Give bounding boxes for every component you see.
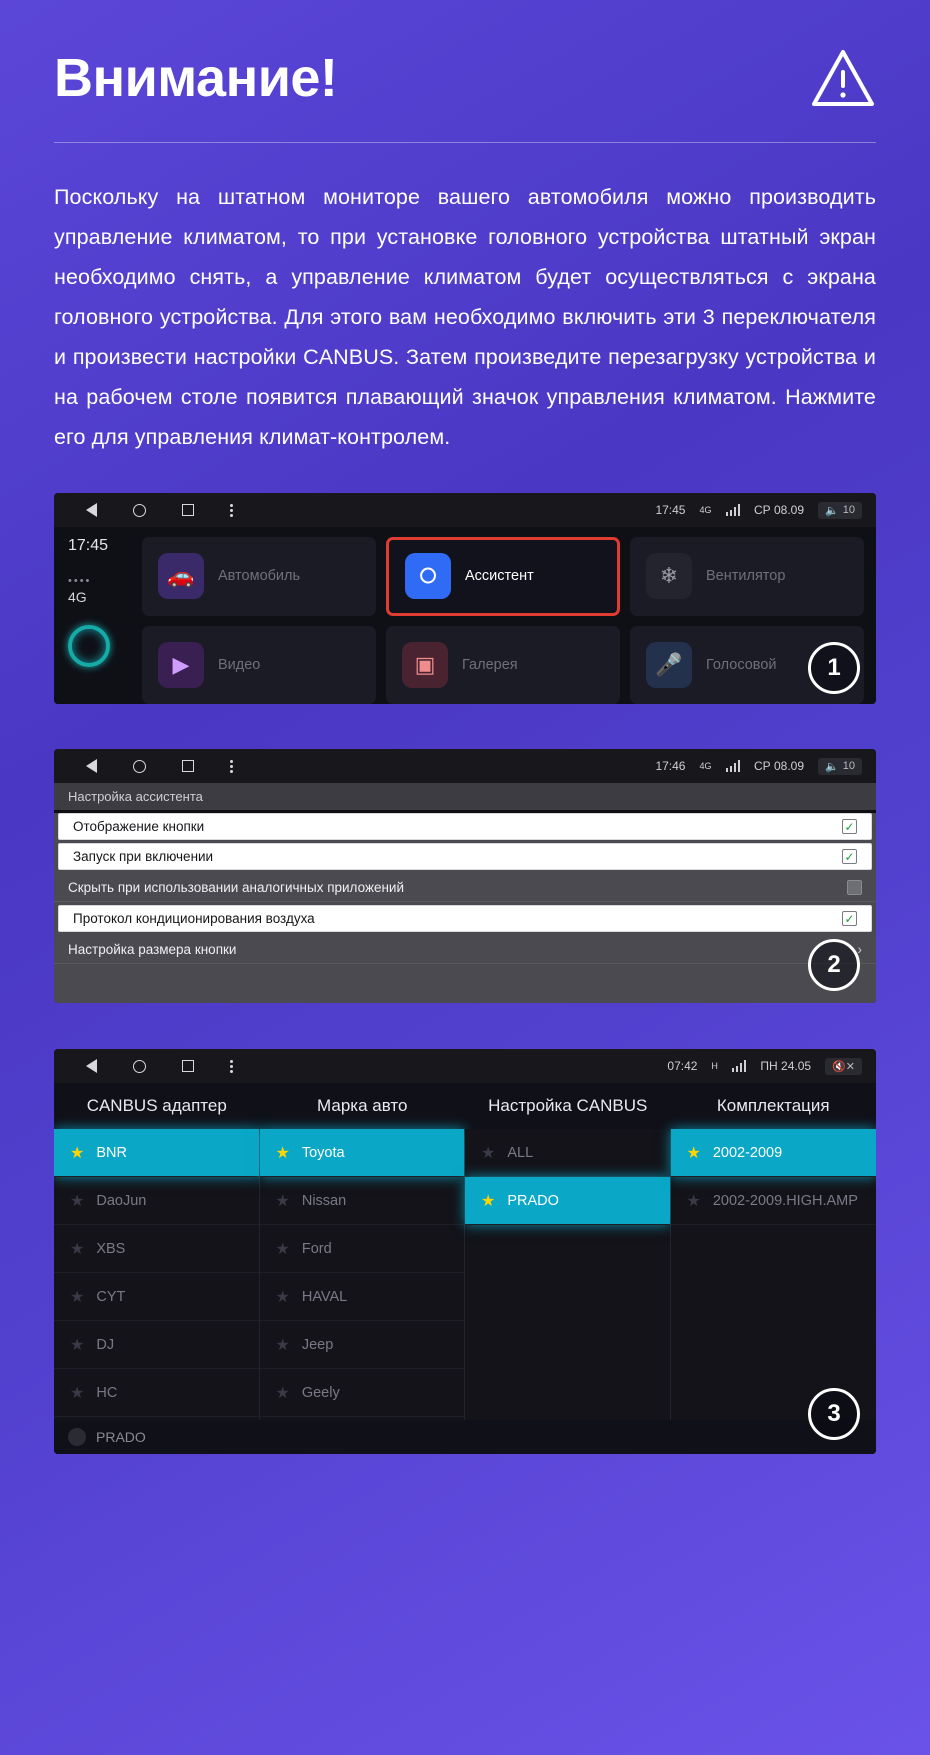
back-icon[interactable] xyxy=(86,1059,97,1073)
nav-buttons-3[interactable] xyxy=(86,1059,233,1073)
column-adapter xyxy=(54,1129,260,1454)
column-header-canbus: Настройка CANBUS xyxy=(488,1096,648,1115)
volume-chip-2[interactable] xyxy=(818,758,862,775)
star-icon: ★ xyxy=(70,1192,85,1210)
back-icon[interactable] xyxy=(86,759,97,773)
list-item-label: HC xyxy=(96,1384,118,1401)
gallery-icon: ▣ xyxy=(402,642,448,688)
signal-icon-1 xyxy=(726,504,741,516)
list-item[interactable] xyxy=(465,1129,670,1177)
setting-label: Скрыть при использовании аналогичных приложений xyxy=(68,879,405,895)
launcher-time: 17:45 xyxy=(68,537,109,554)
status-bar-2 xyxy=(54,749,876,783)
list-item-label: Ford xyxy=(301,1240,332,1257)
step-badge-3: 3 xyxy=(808,1388,860,1440)
screenshot-step-3 xyxy=(54,1049,876,1454)
canbus-column-headers xyxy=(54,1083,876,1129)
list-item[interactable] xyxy=(54,1177,259,1225)
step-badge-2: 2 xyxy=(808,939,860,991)
star-icon: ★ xyxy=(481,1192,496,1210)
column-canbus xyxy=(465,1129,671,1454)
status-network-2: 4G xyxy=(699,761,712,771)
list-item[interactable] xyxy=(671,1177,877,1225)
tile-car[interactable] xyxy=(142,537,376,616)
status-date-1: СР 08.09 xyxy=(754,503,805,517)
list-item[interactable] xyxy=(260,1225,465,1273)
list-item[interactable] xyxy=(54,1369,259,1417)
speaker-icon-2: 🔈 xyxy=(825,760,839,773)
list-item-label: CYT xyxy=(96,1288,126,1305)
recents-icon[interactable] xyxy=(182,1060,194,1072)
page-title: Внимание! xyxy=(54,48,338,109)
assistant-ring-icon[interactable] xyxy=(68,625,110,667)
more-icon[interactable] xyxy=(230,504,233,517)
list-item[interactable] xyxy=(54,1225,259,1273)
status-date-2: СР 08.09 xyxy=(754,759,805,773)
star-icon: ★ xyxy=(70,1144,85,1162)
canbus-footer-label: PRADO xyxy=(96,1429,146,1445)
star-icon: ★ xyxy=(481,1144,496,1162)
list-item[interactable] xyxy=(260,1129,465,1177)
volume-value-2: 10 xyxy=(842,760,855,772)
setting-label: Протокол кондиционирования воздуха xyxy=(73,911,315,926)
more-icon[interactable] xyxy=(230,760,233,773)
volume-chip-3[interactable] xyxy=(825,1058,862,1075)
setting-label: Отображение кнопки xyxy=(73,819,205,834)
volume-chip-1[interactable] xyxy=(818,502,862,519)
launcher-sidebar xyxy=(54,527,142,704)
home-icon[interactable] xyxy=(133,1060,146,1073)
launcher-1 xyxy=(54,527,876,704)
star-icon: ★ xyxy=(686,1144,701,1162)
list-item-label: ALL xyxy=(507,1144,534,1161)
checkbox-checked-icon[interactable]: ✓ xyxy=(842,849,857,864)
recents-icon[interactable] xyxy=(182,760,194,772)
list-item[interactable] xyxy=(671,1129,877,1177)
column-header-brand: Марка авто xyxy=(317,1096,408,1115)
list-item-label: BNR xyxy=(96,1144,127,1161)
star-icon: ★ xyxy=(275,1144,290,1162)
checkbox-checked-icon[interactable]: ✓ xyxy=(842,819,857,834)
instruction-paragraph: Поскольку на штатном мониторе вашего автомобиля можно производить управление климатом, то при установке головного устройства штатный экран необходимо снять, а управление климатом будет осуществляться с экрана головного устройства. Для этого вам необходимо включить эти 3 переключателя и произвести настройки CANBUS. Затем произведите перезагрузку устройства и на рабочем столе появится плавающий значок управления климатом. Нажмите его для управления климат-контролем. xyxy=(54,185,876,449)
column-header-adapter: CANBUS адаптер xyxy=(86,1096,227,1115)
status-bar-1 xyxy=(54,493,876,527)
star-icon: ★ xyxy=(686,1192,701,1210)
status-right-1 xyxy=(655,502,862,519)
tile-video[interactable] xyxy=(142,626,376,705)
star-icon: ★ xyxy=(70,1288,85,1306)
status-time-2: 17:46 xyxy=(655,759,686,773)
list-item-label: 2002-2009.HIGH.AMP xyxy=(712,1192,858,1209)
list-item-label: DJ xyxy=(96,1336,115,1353)
star-icon: ★ xyxy=(275,1240,290,1258)
home-icon[interactable] xyxy=(133,760,146,773)
list-item[interactable] xyxy=(54,1129,259,1177)
column-header-trim: Комплектация xyxy=(716,1096,830,1115)
list-item-label: Nissan xyxy=(301,1192,347,1209)
star-icon: ★ xyxy=(275,1288,290,1306)
signal-icon-3 xyxy=(732,1060,747,1072)
more-icon[interactable] xyxy=(230,1060,233,1073)
status-right-3 xyxy=(667,1058,862,1075)
launcher-network: 4G xyxy=(68,589,87,605)
microphone-icon: 🎤 xyxy=(646,642,692,688)
nav-buttons-1[interactable] xyxy=(86,503,233,517)
tile-fan[interactable] xyxy=(630,537,864,616)
tile-label: Видео xyxy=(218,656,261,673)
fan-icon: ❄ xyxy=(646,553,692,599)
tile-gallery[interactable] xyxy=(386,626,620,705)
tile-label: Ассистент xyxy=(465,568,534,585)
speaker-icon-1: 🔈 xyxy=(825,504,839,517)
recents-icon[interactable] xyxy=(182,504,194,516)
status-bar-3 xyxy=(54,1049,876,1083)
star-icon: ★ xyxy=(275,1336,290,1354)
tile-label: Автомобиль xyxy=(218,568,301,585)
home-icon[interactable] xyxy=(133,504,146,517)
list-item-label: XBS xyxy=(96,1240,126,1257)
checkbox-checked-icon[interactable]: ✓ xyxy=(842,911,857,926)
setting-row-button-display[interactable] xyxy=(58,813,872,840)
tile-label: Вентилятор xyxy=(706,568,786,585)
canbus-columns xyxy=(54,1129,876,1454)
header-divider xyxy=(54,142,876,143)
list-item[interactable] xyxy=(54,1273,259,1321)
list-item-label: HAVAL xyxy=(301,1288,348,1305)
settings-list xyxy=(54,813,876,1003)
setting-row-ac-protocol[interactable] xyxy=(58,905,872,932)
list-item-label: DaoJun xyxy=(96,1192,147,1209)
star-icon: ★ xyxy=(275,1192,290,1210)
setting-row-button-size[interactable] xyxy=(54,935,876,964)
list-item-label: PRADO xyxy=(507,1192,559,1209)
star-icon: ★ xyxy=(70,1336,85,1354)
list-item-label: Jeep xyxy=(301,1336,334,1353)
star-icon: ★ xyxy=(70,1384,85,1402)
step-badge-1: 1 xyxy=(808,642,860,694)
list-item[interactable] xyxy=(260,1369,465,1417)
signal-icon-2 xyxy=(726,760,741,772)
status-network-3: H xyxy=(711,1061,718,1071)
launcher-tiles xyxy=(142,527,876,704)
list-item[interactable] xyxy=(54,1321,259,1369)
setting-label: Запуск при включении xyxy=(73,849,214,864)
setting-row-hide-similar[interactable] xyxy=(54,873,876,902)
column-brand xyxy=(260,1129,466,1454)
star-icon: ★ xyxy=(70,1240,85,1258)
page-header xyxy=(54,0,876,110)
list-item[interactable] xyxy=(260,1177,465,1225)
setting-row-autostart[interactable] xyxy=(58,843,872,870)
status-right-2 xyxy=(655,758,862,775)
warning-triangle-icon xyxy=(810,48,876,110)
car-icon: 🚗 xyxy=(158,553,204,599)
speaker-mute-icon: 🔇✕ xyxy=(832,1060,855,1073)
status-time-3: 07:42 xyxy=(667,1059,698,1073)
volume-value-1: 10 xyxy=(842,504,855,516)
status-date-3: ПН 24.05 xyxy=(760,1059,812,1073)
screenshot-step-2 xyxy=(54,749,876,1003)
chevron-right-icon[interactable]: › xyxy=(857,941,862,957)
screenshot-step-1 xyxy=(54,493,876,704)
nav-buttons-2[interactable] xyxy=(86,759,233,773)
list-item[interactable] xyxy=(260,1321,465,1369)
launcher-signal-dots: •••• xyxy=(68,575,92,587)
assistant-icon: ⭘ xyxy=(405,553,451,599)
tile-assistant[interactable] xyxy=(386,537,620,616)
back-icon[interactable] xyxy=(86,503,97,517)
list-item-label: 2002-2009 xyxy=(712,1144,783,1161)
refresh-icon[interactable] xyxy=(68,1428,86,1446)
setting-label: Настройка размера кнопки xyxy=(68,941,237,957)
star-icon: ★ xyxy=(275,1384,290,1402)
status-network-1: 4G xyxy=(699,505,712,515)
canbus-footer xyxy=(54,1420,876,1454)
list-item[interactable] xyxy=(465,1177,670,1225)
video-icon: ▶ xyxy=(158,642,204,688)
tile-label: Галерея xyxy=(462,656,518,673)
settings-section-title: Настройка ассистента xyxy=(54,783,876,810)
list-item-label: Toyota xyxy=(301,1144,345,1161)
list-item[interactable] xyxy=(260,1273,465,1321)
status-time-1: 17:45 xyxy=(655,503,686,517)
list-item-label: Geely xyxy=(301,1384,340,1401)
tile-label: Голосовой xyxy=(706,656,777,673)
checkbox-unchecked-icon[interactable] xyxy=(847,880,862,895)
